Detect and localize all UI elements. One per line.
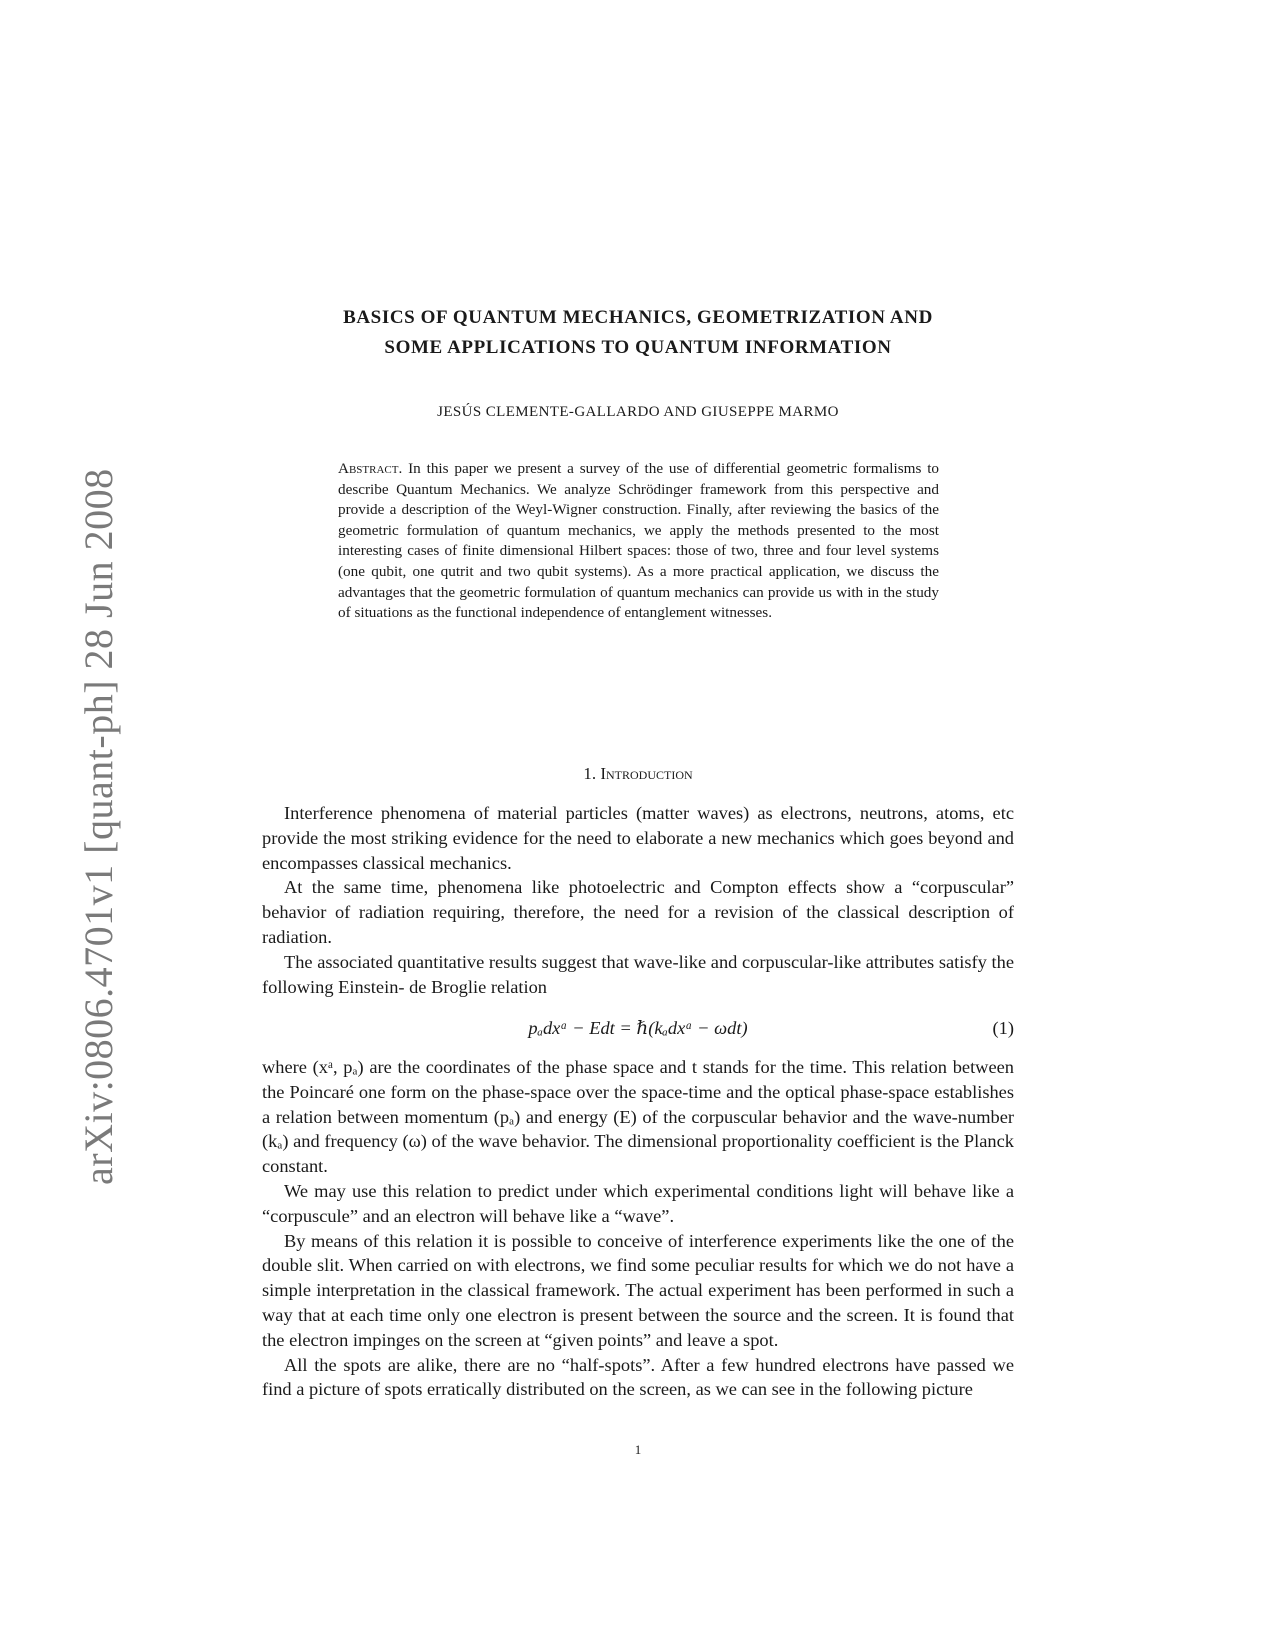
paragraph: The associated quantitative results suggest that wave-like and corpuscular-like attributes satisfy the following Einstein- de Broglie relation [262,951,1014,997]
arxiv-identifier-stamp: arXiv:0806.4701v1 [quant-ph] 28 Jun 2008 [76,468,121,1185]
equation-formula: pₐdxᵃ − Edt = ℏ(kₐdxᵃ − ωdt) [528,1018,748,1038]
abstract [338,459,939,624]
section-heading [262,764,1014,784]
paragraph: where (xᵃ, pₐ) are the coordinates of the phase space and t stands for the time. This relation between the Poincaré one form on the phase-space over the space-time and the optical phase-space establishes a relation between momentum (pₐ) and energy (E) of the corpuscular behavior and the wave-number (kₐ) and frequency (ω) of the wave behavior. The dimensional proportionality coefficient is the Planck constant. [262,1057,1014,1177]
paragraph: By means of this relation it is possible to conceive of interference experiments like the one of the double slit. When carried on with electrons, we find some peculiar results for which we do not have a simple interpretation in the classical framework. The actual experiment has been performed in such a way that at each time only one electron is present between the source and the screen. It is found that the electron impinges on the screen at “given points” and leave a spot. [262,1230,1014,1350]
equation-number: (1) [992,1018,1014,1038]
intro-text-after-equation [262,1055,1014,1402]
abstract-label: Abstract. [338,460,403,477]
section-title: Introduction [600,764,693,783]
page-number: 1 [634,1442,642,1457]
paper-title [262,303,1014,363]
paragraph: All the spots are alike, there are no “half-spots”. After a few hundred electrons have passed we find a picture of spots erratically distributed on the screen, as we can see in the following picture [262,1354,1014,1400]
paragraph: Interference phenomena of material particles (matter waves) as electrons, neutrons, atoms, etc provide the most striking evidence for the need to elaborate a new mechanics which goes beyond and encompasses classical mechanics. [262,803,1014,873]
paragraph: We may use this relation to predict under which experimental conditions light will behave like a “corpuscule” and an electron will behave like a “wave”. [262,1180,1014,1226]
equation-block [262,1018,1014,1046]
author-list: JESÚS CLEMENTE-GALLARDO AND GIUSEPPE MARMO [437,404,839,420]
title-line-1: BASICS OF QUANTUM MECHANICS, GEOMETRIZATION AND [343,307,933,328]
intro-text-before-equation [262,801,1014,999]
title-line-2: SOME APPLICATIONS TO QUANTUM INFORMATION [384,337,892,358]
section-number: 1. [583,764,597,783]
abstract-text: In this paper we present a survey of the use of differential geometric formalisms to describe Quantum Mechanics. We analyze Schrödinger framework from this perspective and provide a description of the Weyl-Wigner construction. Finally, after reviewing the basics of the geometric formulation of quantum mechanics, we apply the methods presented to the most interesting cases of finite dimensional Hilbert spaces: those of two, three and four level systems (one qubit, one qutrit and two qubit systems). As a more practical application, we discuss the advantages that the geometric formulation of quantum mechanics can provide us with in the study of situations as the functional independence of entanglement witnesses. [338,460,940,622]
paragraph: At the same time, phenomena like photoelectric and Compton effects show a “corpuscular” behavior of radiation requiring, therefore, the need for a revision of the classical description of radiation. [262,877,1014,947]
